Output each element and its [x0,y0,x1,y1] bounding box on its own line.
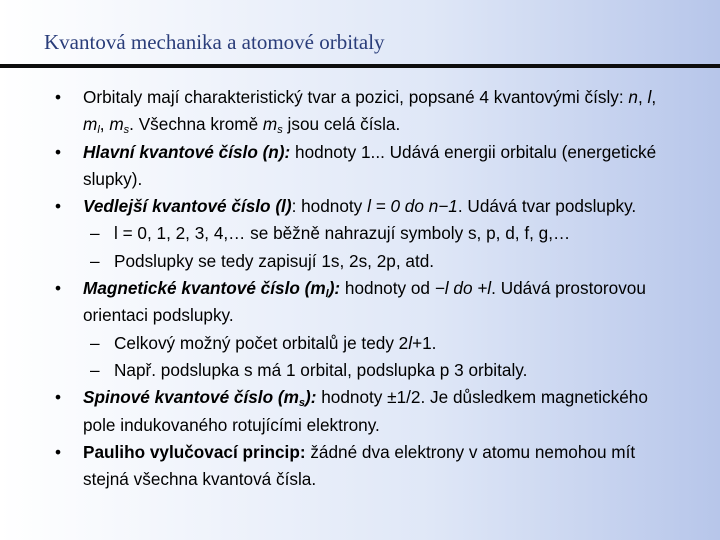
bullet-magnetic-number: • Magnetické kvantové číslo $(m_l)$: hodnoty od −l do +l. Udává prostorovou orientaci podslupky. [0,275,673,330]
bullet-quantum-numbers: • Orbitaly mají charakteristický tvar a pozici, popsané 4 kvantovými čísly: n, l, $m_l$, $m_s$. Všechna kromě $m_s$ jsou celá čísla. [0,84,673,139]
bullet-list [0,84,720,493]
bullet-marker: • [55,87,62,107]
bullet-spin-number: • Spinové kvantové číslo $(m_s)$: hodnoty ±1/2. Je důsledkem magnetického pole indukovaného rotujícími elektrony. [0,384,673,439]
subitem-symbols: – l = 0, 1, 2, 3, 4,… se běžně nahrazují symboly s, p, d, f, g,… [0,220,694,247]
dash-marker: – [90,250,100,271]
bullet-marker: • [55,387,62,408]
dash-marker: – [90,332,100,353]
bullet-marker: • [55,196,62,217]
bullet-marker: • [55,141,62,162]
bullet-pauli-principle: • Pauliho vylučovací princip: žádné dva elektrony v atomu nemohou mít stejná všechna kvantová čísla. [0,439,673,494]
bullet-principal-number: • Hlavní kvantové číslo (n): hodnoty 1... Udává energii orbitalu (energetické slupky). [0,139,673,194]
subitem-example: – Např. podslupka s má 1 orbital, podslupka p 3 orbitaly. [0,357,694,384]
bullet-azimuthal-number: • Vedlejší kvantové číslo (l): hodnoty l = 0 do n−1. Udává tvar podslupky. [0,193,673,220]
bullet-marker: • [55,441,62,462]
dash-marker: – [90,359,100,380]
subitem-orbital-count: – Celkový možný počet orbitalů je tedy 2l+1. [0,330,694,357]
title-divider [0,64,720,68]
slide-title: Kvantová mechanika a atomové orbitaly [44,30,385,54]
bullet-marker: • [55,278,62,299]
subitem-notation: – Podslupky se tedy zapisují 1s, 2s, 2p, atd. [0,248,694,275]
dash-marker: – [90,223,100,244]
